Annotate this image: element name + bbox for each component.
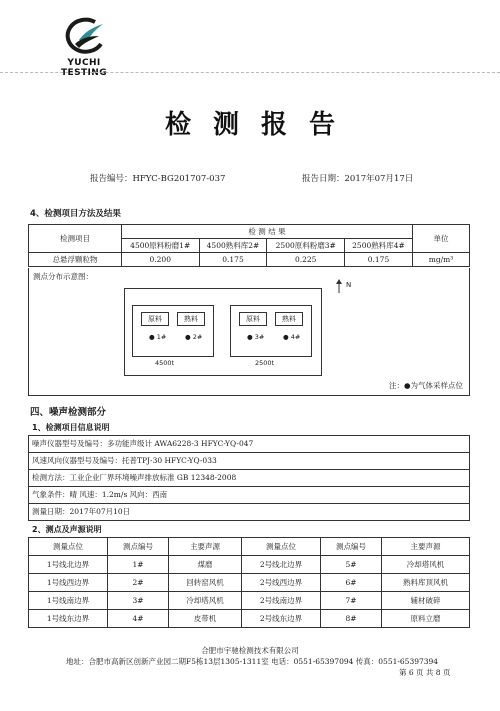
info-line: 噪声仪器型号及编号：多功能声级计 AWA6228-3 HFYC-YQ-047 [29,436,469,453]
cell: 煤磨 [169,556,242,574]
bin-clinker: 熟料 [177,312,205,326]
bin-clinker: 熟料 [275,312,303,326]
cell: 4# [108,610,169,628]
header-divider [0,72,500,73]
col-header: 测量点位 [242,538,321,556]
cell: 1号线南边界 [29,592,108,610]
unit-value: mg/m³ [413,253,470,267]
info-line: 风速风向仪器型号及编号：托普TPJ-30 HFYC-YQ-033 [29,453,469,470]
noise-sub2-heading: 2、测点及声源说明 [32,525,102,534]
result-value: 0.225 [267,253,345,267]
cell: 5# [321,556,382,574]
col-header-unit: 单位 [413,225,470,253]
company-logo [48,16,120,78]
cell: 辅材破碎 [382,592,470,610]
section-noise-heading: 四、噪声检测部分 [30,407,107,418]
cell: 冷却塔风机 [169,592,242,610]
caption-4500: 4500t [155,359,175,367]
logo-text: YUCHI TESTING [61,58,107,78]
cell: 7# [321,592,382,610]
noise-info-box [28,435,470,521]
caption-2500: 2500t [255,359,275,367]
cell: 1# [108,556,169,574]
info-line: 测量日期：2017年07月10日 [32,507,131,516]
point-header: 2500原料粉磨3# [267,239,345,253]
result-value: 0.175 [199,253,267,267]
cell: 6# [321,574,382,592]
shop-2500 [230,305,312,357]
diagram-label: 测点分布示意图： [33,272,93,281]
col-header: 主要声源 [382,538,470,556]
table-row [29,592,470,610]
diagram-note: 注：●为气体采样点位 [388,381,463,390]
cell: 8# [321,610,382,628]
cell: 回转窑风机 [169,574,242,592]
cell: 2# [108,574,169,592]
noise-sub1-heading: 1、检测项目信息说明 [32,423,110,432]
report-number: 报告编号：HFYC-BG201707-037 [90,174,226,184]
cell: 冷却塔风机 [382,556,470,574]
sampling-point-2: ● 2# [185,333,203,341]
point-header: 2500熟料库4# [344,239,412,253]
table-header-row [29,538,470,556]
col-header: 测点编号 [108,538,169,556]
table-row [29,574,470,592]
north-arrow [335,278,352,297]
cell: 皮带机 [169,610,242,628]
sampling-diagram [28,268,470,396]
sampling-point-3: ● 3# [247,333,265,341]
yuchi-logo-icon [57,16,111,56]
info-line: 检测方法：工业企业厂界环境噪声排放标准 GB 12348-2008 [29,470,469,487]
cell: 熟料库顶风机 [382,574,470,592]
col-header: 测量点位 [29,538,108,556]
dust-results-table [28,224,470,267]
north-arrow-icon [335,279,343,293]
cell: 原料立磨 [382,610,470,628]
footer-page: 第 6 页 共 8 页 [399,668,451,677]
page-title: 检测报告 [164,110,357,140]
col-header: 主要声源 [169,538,242,556]
table-row [29,253,470,267]
result-value: 0.175 [344,253,412,267]
table-row [29,610,470,628]
cell: 2号线北边界 [242,556,321,574]
bin-raw: 原料 [239,312,267,326]
north-label: N [346,281,352,289]
footer-address: 地址：合肥市高新区创新产业园二期F5栋13层1305-1311室 电话：0551-65397094 传真：0551-65397394 [66,657,439,666]
section-dust-heading: 4、检测项目方法及结果 [30,209,121,219]
bin-raw: 原料 [141,312,169,326]
cell: 1号线北边界 [29,556,108,574]
point-header: 4500熟料库2# [199,239,267,253]
table-row [29,556,470,574]
row-label: 总悬浮颗粒物 [29,253,122,267]
shop-4500 [132,305,214,357]
sampling-point-1: ● 1# [149,333,167,341]
cell: 2号线东边界 [242,610,321,628]
point-header: 4500原料粉磨1# [122,239,200,253]
cell: 2号线南边界 [242,592,321,610]
cell: 1号线西边界 [29,574,108,592]
plant-boundary [124,288,322,376]
report-date: 报告日期：2017年07月17日 [302,174,414,184]
noise-points-table [28,537,470,628]
col-header-item: 检测项目 [29,225,122,253]
footer-company: 合肥市宇驰检测技术有限公司 [201,646,299,655]
col-header-result: 检 测 结 果 [122,225,413,239]
info-line: 气象条件：晴 风速：1.2m/s 风向：西南 [29,487,469,504]
sampling-point-4: ● 4# [283,333,301,341]
col-header: 测点编号 [321,538,382,556]
result-value: 0.200 [122,253,200,267]
cell: 3# [108,592,169,610]
cell: 2号线西边界 [242,574,321,592]
cell: 1号线东边界 [29,610,108,628]
